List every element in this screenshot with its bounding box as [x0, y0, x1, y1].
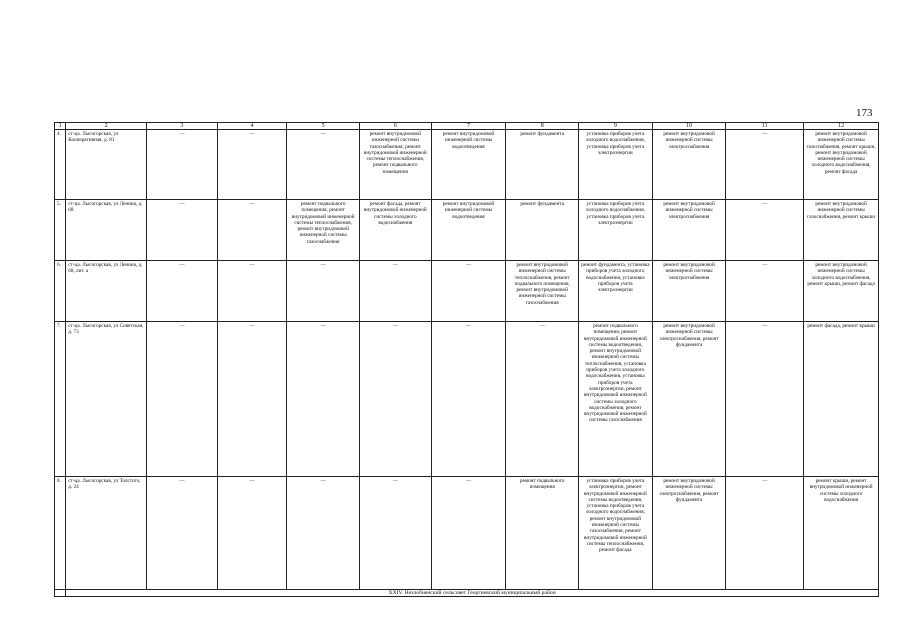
- row-number: 8.: [55, 477, 66, 590]
- header-cell: 8: [506, 123, 579, 130]
- work-cell: —: [217, 261, 287, 322]
- table-row: [55, 477, 879, 590]
- repair-schedule-table: [54, 122, 879, 597]
- work-cell: —: [147, 322, 218, 477]
- row-number: 5.: [55, 200, 66, 261]
- address-cell: ст-ца. Лысогорская, ул Ленина, д. 68: [66, 200, 147, 261]
- header-cell: 6: [360, 123, 432, 130]
- work-cell: ремонт подвального помещения, ремонт внутридомовой инженерной системы теплоснабжения, ремонт внутридомовой инженерной системы газоснабжения: [287, 200, 360, 261]
- work-cell: установка приборов учета электроэнергии, ремонт внутридомовой инженерной системы водоотведения, установка приборов учета холодного водоснабжения, ремонт внутридомовой инженерной системы газоснабжения, ремонт внутридомовой инженерной системы теплоснабжения, ремонт фасада: [579, 477, 653, 590]
- work-cell: ремонт подвального помещения, ремонт внутридомовой инженерной системы водоотведения, ремонт внутридомовой инженерной системы теплоснабжения, установка приборов учета холодного водоснабжения, установка приборов учета электроэнергии, ремонт внутридомовой инженерной системы холодного водоснабжения, ремонт внутридомовой инженерной системы газоснабжения: [579, 322, 653, 477]
- work-cell: —: [726, 200, 804, 261]
- work-cell: ремонт внутридомовой инженерной системы электроснабжения, ремонт фундамента: [652, 322, 726, 477]
- work-cell: ремонт внутридомовой инженерной системы холодного водоснабжения, ремонт крыши, ремонт фасада: [804, 261, 879, 322]
- work-cell: ремонт внутридомовой инженерной системы электроснабжения: [652, 200, 726, 261]
- work-cell: —: [726, 261, 804, 322]
- work-cell: —: [431, 322, 506, 477]
- header-cell: 7: [431, 123, 506, 130]
- address-cell: ст-ца. Лысогорская, ул Ленина, д. 68, лит. а: [66, 261, 147, 322]
- header-cell: 1: [55, 123, 66, 130]
- work-cell: —: [431, 477, 506, 590]
- work-cell: ремонт внутридомовой инженерной системы электроснабжения: [652, 261, 726, 322]
- work-cell: —: [726, 130, 804, 200]
- header-cell: 2: [66, 123, 147, 130]
- table-row: [55, 200, 879, 261]
- work-cell: ремонт фундамента: [506, 200, 579, 261]
- work-cell: ремонт крыши, ремонт внутридомовой инженерной системы холодного водоснабжения: [804, 477, 879, 590]
- section-spacer: [55, 590, 66, 597]
- work-cell: —: [287, 130, 360, 200]
- work-cell: —: [287, 322, 360, 477]
- work-cell: установка приборов учета холодного водоснабжения, установка приборов учета электроэнергии: [579, 200, 653, 261]
- work-cell: —: [506, 322, 579, 477]
- table-row: [55, 130, 879, 200]
- section-title: XXIV. Незлобненский сельсовет Георгиевский муниципальный район: [66, 590, 879, 597]
- header-cell: 9: [579, 123, 653, 130]
- work-cell: ремонт подвального помещения: [506, 477, 579, 590]
- work-cell: —: [147, 130, 218, 200]
- work-cell: ремонт внутридомовой инженерной системы газоснабжения, ремонт внутридомовой инженерной системы теплоснабжения, ремонт подвального помещения: [360, 130, 432, 200]
- work-cell: —: [147, 261, 218, 322]
- work-cell: —: [287, 477, 360, 590]
- row-number: 4.: [55, 130, 66, 200]
- address-cell: ст-ца. Лысогорская, ул Кооперативная, д. 81: [66, 130, 147, 200]
- work-cell: —: [217, 200, 287, 261]
- work-cell: —: [360, 261, 432, 322]
- work-cell: установка приборов учета холодного водоснабжения, установка приборов учета электроэнергии: [579, 130, 653, 200]
- header-cell: 4: [217, 123, 287, 130]
- work-cell: ремонт внутридомовой инженерной системы водоотведения: [431, 130, 506, 200]
- table-row: [55, 261, 879, 322]
- work-cell: ремонт внутридомовой инженерной системы электроснабжения: [652, 130, 726, 200]
- header-cell: 3: [147, 123, 218, 130]
- work-cell: —: [431, 261, 506, 322]
- work-cell: —: [360, 322, 432, 477]
- header-cell: 11: [726, 123, 804, 130]
- table-row: [55, 322, 879, 477]
- row-number: 7.: [55, 322, 66, 477]
- page-number: 173: [856, 107, 873, 119]
- header-cell: 12: [804, 123, 879, 130]
- work-cell: ремонт фундамента: [506, 130, 579, 200]
- work-cell: —: [217, 322, 287, 477]
- work-cell: ремонт фасада, ремонт внутридомовой инженерной системы холодного водоснабжения: [360, 200, 432, 261]
- work-cell: ремонт фундамента, установка приборов учета холодного водоснабжения, установка приборов учета электроэнергии: [579, 261, 653, 322]
- work-cell: —: [217, 477, 287, 590]
- address-cell: ст-ца. Лысогорская, ул Советская, д. 73: [66, 322, 147, 477]
- work-cell: —: [726, 477, 804, 590]
- address-cell: ст-ца. Лысогорская, ул Толстого, д. 24: [66, 477, 147, 590]
- work-cell: —: [360, 477, 432, 590]
- work-cell: —: [147, 477, 218, 590]
- work-cell: ремонт внутридомовой инженерной системы газоснабжения, ремонт крыши: [804, 200, 879, 261]
- work-cell: —: [147, 200, 218, 261]
- row-number: 6.: [55, 261, 66, 322]
- work-cell: ремонт внутридомовой инженерной системы газоснабжения, ремонт крыши, ремонт внутридомовой инженерной системы холодного водоснабжения, ремонт фасада: [804, 130, 879, 200]
- header-cell: 5: [287, 123, 360, 130]
- header-row: [55, 123, 879, 130]
- work-cell: ремонт внутридомовой инженерной системы электроснабжения, ремонт фундамента: [652, 477, 726, 590]
- work-cell: ремонт внутридомовой инженерной системы теплоснабжения, ремонт подвального помещения, ремонт внутридомовой инженерной системы газоснабжения: [506, 261, 579, 322]
- header-cell: 10: [652, 123, 726, 130]
- section-row: [55, 590, 879, 597]
- work-cell: —: [287, 261, 360, 322]
- work-cell: —: [217, 130, 287, 200]
- work-cell: ремонт фасада, ремонт крыши: [804, 322, 879, 477]
- work-cell: —: [726, 322, 804, 477]
- work-cell: ремонт внутридомовой инженерной системы водоотведения: [431, 200, 506, 261]
